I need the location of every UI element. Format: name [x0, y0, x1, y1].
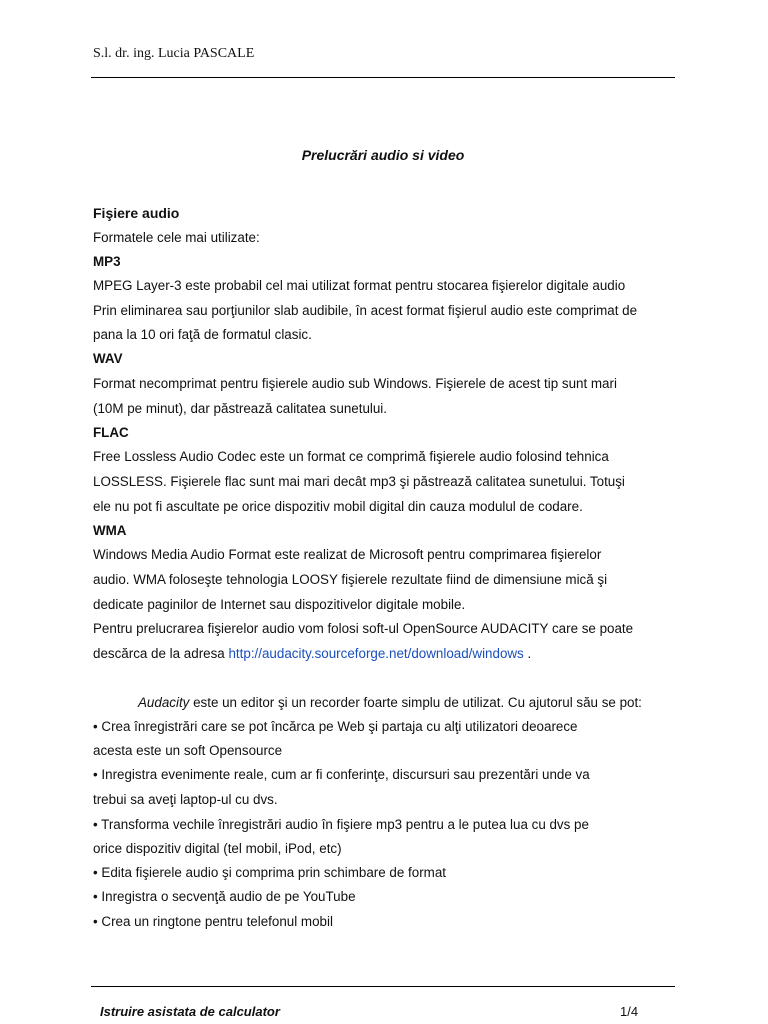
paragraph-line: (10M pe minut), dar păstrează calitatea sunetului. [93, 401, 388, 416]
paragraph-line: dedicate paginilor de Internet sau dispozitivelor digitale mobile. [93, 597, 466, 612]
paragraph-line: Windows Media Audio Format este realizat de Microsoft pentru comprimarea fişierelor [93, 547, 602, 562]
format-heading-mp3: MP3 [93, 254, 121, 269]
page-number: 1/4 [620, 1004, 639, 1019]
paragraph-line: ele nu pot fi ascultate pe orice dispozitiv mobil digital din cauza modulul de codare. [93, 499, 583, 514]
paragraph-line: Pentru prelucrarea fişierelor audio vom folosi soft-ul OpenSource AUDACITY care se poate [93, 621, 634, 636]
bullet-line: orice dispozitiv digital (tel mobil, iPod, etc) [93, 841, 342, 856]
audacity-intro-text: este un editor şi un recorder foarte simplu de utilizat. Cu ajutorul său se pot: [189, 695, 642, 710]
bullet-line: • Crea înregistrări care se pot încărca pe Web şi partaja cu alţi utilizatori deoarece [93, 719, 578, 734]
paragraph-line: Format necomprimat pentru fişierele audio sub Windows. Fişierele de acest tip sunt mari [93, 376, 617, 391]
bullet-line: • Transforma vechile înregistrări audio în fişiere mp3 pentru a le putea lua cu dvs pe [93, 817, 589, 832]
section-intro: Formatele cele mai utilizate: [93, 230, 260, 245]
paragraph-line: pana la 10 ori faţă de formatul clasic. [93, 327, 312, 342]
header-author: S.l. dr. ing. Lucia PASCALE [93, 46, 255, 61]
bullet-line: acesta este un soft Opensource [93, 743, 283, 758]
footer-title: Istruire asistata de calculator [100, 1004, 280, 1019]
download-line [93, 645, 531, 663]
download-prefix: descărca de la adresa [93, 646, 229, 661]
header-rule [91, 77, 675, 78]
format-heading-wma: WMA [93, 523, 127, 538]
format-heading-wav: WAV [93, 351, 123, 366]
paragraph-line: Free Lossless Audio Codec este un format ce comprimă fişierele audio folosind tehnica [93, 449, 609, 464]
download-link[interactable]: http://audacity.sourceforge.net/download/windows [228, 646, 524, 661]
bullet-line: • Edita fişierele audio şi comprima prin schimbare de format [93, 865, 446, 880]
audacity-intro [138, 694, 642, 712]
paragraph-line: LOSSLESS. Fişierele flac sunt mai mari decât mp3 şi păstrează calitatea sunetului. Totuşi [93, 474, 625, 489]
bullet-line: trebui sa aveţi laptop-ul cu dvs. [93, 792, 278, 807]
bullet-line: • Inregistra o secvenţă audio de pe YouTube [93, 889, 356, 904]
bullet-line: • Inregistra evenimente reale, cum ar fi conferinţe, discursuri sau prezentări unde va [93, 767, 590, 782]
format-heading-flac: FLAC [93, 425, 129, 440]
paragraph-line: audio. WMA foloseşte tehnologia LOOSY fişierele rezultate fiind de dimensiune mică şi [93, 572, 608, 587]
document-title: Prelucrări audio si video [301, 147, 465, 163]
bullet-line: • Crea un ringtone pentru telefonul mobil [93, 914, 333, 929]
paragraph-line: MPEG Layer-3 este probabil cel mai utilizat format pentru stocarea fişierelor digitale audio [93, 278, 626, 293]
section-heading: Fişiere audio [93, 205, 180, 221]
download-suffix: . [523, 646, 532, 661]
paragraph-line: Prin eliminarea sau porţiunilor slab audibile, în acest format fişierul audio este comprimat de [93, 303, 638, 318]
footer-rule [91, 986, 675, 987]
audacity-name: Audacity [138, 695, 190, 710]
